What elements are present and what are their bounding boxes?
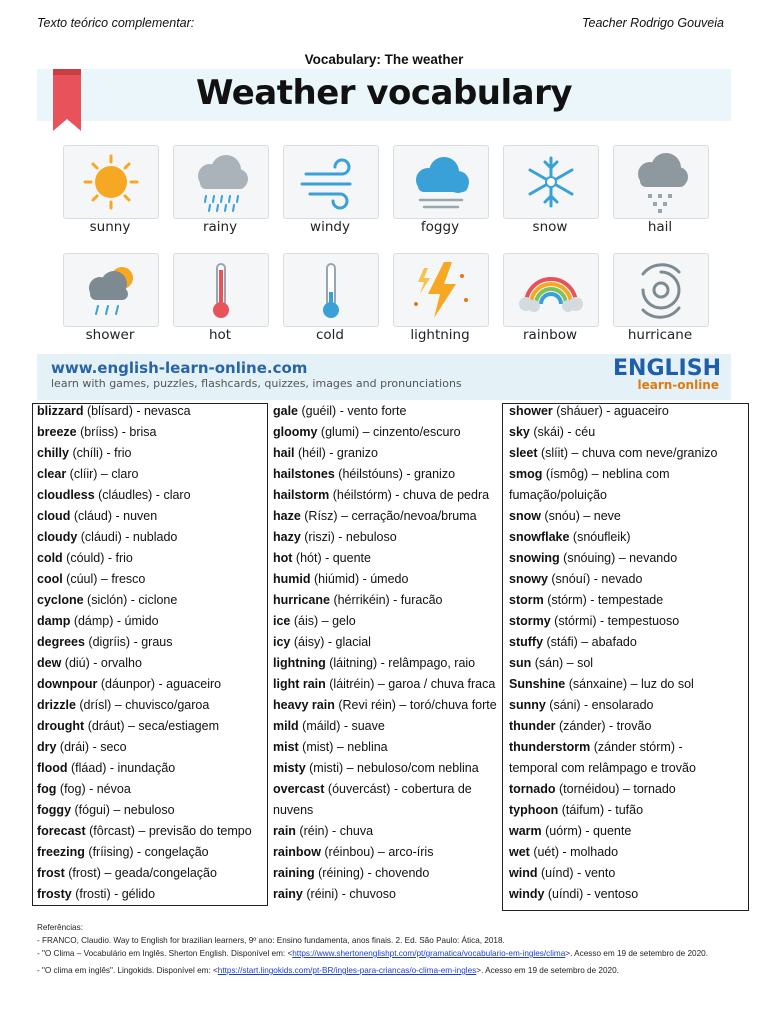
vocab-word: icy — [273, 635, 291, 649]
vocab-entry — [37, 611, 265, 632]
reference-2-prefix: - "O Clima – Vocabulário em Inglês. Sherton English. Disponível em: < — [37, 949, 293, 958]
vocab-word: blizzard — [37, 404, 84, 418]
vocab-entry — [37, 632, 265, 653]
vocab-entry — [509, 632, 745, 653]
vocab-translation: (stórm) - tempestade — [543, 593, 664, 607]
vocab-word: shower — [509, 404, 553, 418]
wind-icon — [284, 146, 378, 218]
vocab-word: storm — [509, 593, 544, 607]
vocab-translation: (riszi) - nebuloso — [300, 530, 397, 544]
vocab-word: cloud — [37, 509, 71, 523]
vocab-translation: (guéil) - vento forte — [298, 404, 407, 418]
vocab-word: foggy — [37, 803, 72, 817]
vocab-translation: (snóuing) – nevando — [559, 551, 678, 565]
vocab-entry — [273, 443, 501, 464]
vocab-entry — [273, 884, 501, 905]
vocab-word: hurricane — [273, 593, 330, 607]
thermometer-hot-icon — [174, 254, 268, 326]
vocab-entry — [509, 842, 745, 863]
vocab-translation: (réining) - chovendo — [314, 866, 430, 880]
label-cold: cold — [315, 327, 344, 343]
vocab-word: sun — [509, 656, 532, 670]
vocab-translation: (réin) - chuva — [295, 824, 374, 838]
vocab-translation: (tornéidou) – tornado — [555, 782, 676, 796]
vocab-translation: (dráut) – seca/estiagem — [84, 719, 220, 733]
vocab-word: gloomy — [273, 425, 318, 439]
vocab-word: dew — [37, 656, 62, 670]
vocab-translation: (zánder stórm) - — [590, 740, 683, 754]
vocab-entry — [37, 422, 265, 443]
vocab-translation: (drái) - seco — [56, 740, 127, 754]
vocab-word: frosty — [37, 887, 72, 901]
vocab-translation: (snóu) – neve — [540, 509, 621, 523]
vocab-translation: (uínd) - vento — [537, 866, 616, 880]
reference-3-link[interactable]: https://start.lingokids.com/pt-BR/ingles-para-criancas/o-clima-em-ingles — [217, 966, 477, 975]
vocab-entry — [37, 800, 265, 821]
hurricane-icon — [614, 254, 708, 326]
vocab-entry — [37, 443, 265, 464]
vocab-word: cyclone — [37, 593, 84, 607]
vocab-translation: (uíndi) - ventoso — [544, 887, 639, 901]
vocab-translation: (fog) - névoa — [56, 782, 131, 796]
vocab-word: fog — [37, 782, 57, 796]
vocab-word: humid — [273, 572, 311, 586]
vocab-entry — [509, 695, 745, 716]
vocab-entry — [509, 464, 745, 485]
vocab-translation: nuvens — [273, 803, 314, 817]
vocab-translation: (sáni) - ensolarado — [545, 698, 654, 712]
vocab-translation: (máild) - suave — [298, 719, 385, 733]
vocab-entry — [37, 527, 265, 548]
label-hurricane: hurricane — [627, 327, 693, 343]
vocab-translation: (cóuld) - frio — [62, 551, 133, 565]
sun-shower-icon — [64, 254, 158, 326]
vocab-word: cold — [37, 551, 63, 565]
vocab-word: hailstones — [273, 467, 335, 481]
vocab-translation: (táifum) - tufão — [558, 803, 644, 817]
reference-2-suffix: >. Acesso em 19 de setembro de 2020. — [565, 949, 708, 958]
vocab-translation: (snóufleik) — [569, 530, 631, 544]
vocab-entry — [273, 464, 501, 485]
vocab-word: tornado — [509, 782, 556, 796]
vocab-word: gale — [273, 404, 299, 418]
vocab-translation: (fríising) - congelação — [84, 845, 209, 859]
vocab-translation: (skái) - céu — [529, 425, 596, 439]
hail-card — [613, 145, 709, 219]
vocab-translation: (cláudles) - claro — [94, 488, 191, 502]
vocab-translation: (óuvercást) - cobertura de — [324, 782, 472, 796]
vocab-translation: (láitréin) – garoa / chuva fraca — [325, 677, 496, 691]
vocab-translation: (zánder) - trovão — [555, 719, 652, 733]
vocab-entry — [37, 506, 265, 527]
site-tagline: learn with games, puzzles, flashcards, quizzes, images and pronunciations — [51, 377, 462, 390]
vocab-translation: (digríis) - graus — [84, 635, 173, 649]
vocab-word: wet — [509, 845, 530, 859]
vocab-entry — [37, 653, 265, 674]
vocab-entry — [273, 422, 501, 443]
vocab-translation: (chíli) - frio — [68, 446, 132, 460]
reference-2-link[interactable]: https://www.shertonenglishpt.com/pt/gramatica/vocabulario-em-ingles/clima — [292, 949, 566, 958]
vocab-entry — [273, 695, 501, 716]
label-hot: hot — [208, 327, 232, 343]
vocab-word: sunny — [509, 698, 546, 712]
vocab-entry — [273, 401, 501, 422]
vocab-entry — [509, 401, 745, 422]
vocab-entry — [37, 863, 265, 884]
vocab-word: drizzle — [37, 698, 76, 712]
vocab-entry — [273, 674, 501, 695]
rain-cloud-icon — [174, 146, 268, 218]
vocab-entry — [273, 653, 501, 674]
vocab-entry — [273, 485, 501, 506]
vocab-word: breeze — [37, 425, 77, 439]
vocab-translation: (frost) – geada/congelação — [64, 866, 217, 880]
brand-logo-subtitle: learn-online — [637, 378, 719, 392]
sun-icon — [64, 146, 158, 218]
vocab-translation: (cláud) - nuven — [70, 509, 158, 523]
vocab-translation: (snóuí) - nevado — [547, 572, 643, 586]
vocab-entry — [509, 674, 745, 695]
vocab-entry — [37, 758, 265, 779]
vocab-word: cloudy — [37, 530, 78, 544]
vocab-entry — [273, 863, 501, 884]
vocab-translation: (clíir) – claro — [66, 467, 139, 481]
reference-3 — [37, 964, 737, 977]
vocab-word: clear — [37, 467, 67, 481]
vocab-translation: (hiúmid) - úmedo — [310, 572, 409, 586]
vocab-translation: (glumi) – cinzento/escuro — [317, 425, 461, 439]
hail-cloud-icon — [614, 146, 708, 218]
vocab-entry — [273, 611, 501, 632]
site-url: www.english-learn-online.com — [51, 359, 308, 377]
vocab-translation: (dámp) - úmido — [70, 614, 159, 628]
vocab-word: stuffy — [509, 635, 544, 649]
vocab-translation: (siclón) - ciclone — [83, 593, 178, 607]
vocab-entry — [37, 401, 265, 422]
vocab-word: flood — [37, 761, 68, 775]
vocab-word: damp — [37, 614, 71, 628]
cold-card — [283, 253, 379, 327]
vocab-entry — [273, 737, 501, 758]
rainy-card — [173, 145, 269, 219]
vocab-entry — [37, 548, 265, 569]
vocab-translation: (stórmi) - tempestuoso — [550, 614, 680, 628]
vocab-word: sky — [509, 425, 530, 439]
vocab-translation: (cúul) – fresco — [62, 572, 146, 586]
vocab-entry — [273, 800, 501, 821]
vocab-entry — [37, 674, 265, 695]
vocab-entry — [509, 779, 745, 800]
vocab-entry — [273, 632, 501, 653]
vocab-translation: (áisy) - glacial — [290, 635, 371, 649]
vocab-word: snowflake — [509, 530, 570, 544]
vocab-word: chilly — [37, 446, 69, 460]
vocab-word: hazy — [273, 530, 301, 544]
vocab-translation: (diú) - orvalho — [61, 656, 142, 670]
vocab-translation: (stáfi) – abafado — [543, 635, 637, 649]
weather-poster — [37, 69, 731, 400]
vocab-word: windy — [509, 887, 545, 901]
vocab-translation: (Rísz) – cerração/nevoa/bruma — [300, 509, 477, 523]
vocab-translation: (fláad) - inundação — [67, 761, 176, 775]
vocab-word: hail — [273, 446, 295, 460]
vocab-translation: (misti) – nebuloso/com neblina — [305, 761, 479, 775]
vocab-word: snowy — [509, 572, 548, 586]
snow-card — [503, 145, 599, 219]
hot-card — [173, 253, 269, 327]
vocab-entry — [273, 821, 501, 842]
vocab-word: typhoon — [509, 803, 559, 817]
vocab-translation: (réini) - chuvoso — [302, 887, 396, 901]
vocab-entry — [509, 653, 745, 674]
vocab-word: thunder — [509, 719, 556, 733]
vocab-entry — [37, 590, 265, 611]
vocab-translation: (ísmôg) – neblina com — [542, 467, 670, 481]
vocab-entry — [37, 779, 265, 800]
vocab-entry — [509, 758, 745, 779]
vocab-column-3 — [509, 401, 745, 905]
vocab-word: snowing — [509, 551, 560, 565]
vocab-entry — [37, 464, 265, 485]
vocab-entry — [509, 884, 745, 905]
label-snow: snow — [532, 219, 568, 235]
vocab-word: hailstorm — [273, 488, 330, 502]
vocab-translation: (láitning) - relâmpago, raio — [325, 656, 476, 670]
vocab-entry — [273, 590, 501, 611]
vocab-translation: (drísl) – chuvisco/garoa — [75, 698, 210, 712]
document-title: Vocabulary: The weather — [304, 52, 464, 67]
vocab-translation: (héil) - granizo — [294, 446, 378, 460]
sunny-card — [63, 145, 159, 219]
vocab-entry — [509, 548, 745, 569]
vocab-entry — [509, 422, 745, 443]
reference-3-suffix: >. Acesso em 19 de setembro de 2020. — [476, 966, 619, 975]
vocab-entry — [37, 842, 265, 863]
vocab-word: cloudless — [37, 488, 95, 502]
fog-icon — [394, 146, 488, 218]
vocab-word: overcast — [273, 782, 325, 796]
lightning-card — [393, 253, 489, 327]
vocab-word: light rain — [273, 677, 326, 691]
vocab-entry — [509, 611, 745, 632]
vocab-translation: (hót) - quente — [292, 551, 371, 565]
vocab-entry — [509, 485, 745, 506]
vocab-word: forecast — [37, 824, 86, 838]
vocab-word: rain — [273, 824, 296, 838]
vocab-entry — [273, 506, 501, 527]
vocab-translation: (héilstórm) - chuva de pedra — [329, 488, 490, 502]
poster-title: Weather vocabulary — [195, 73, 573, 113]
label-foggy: foggy — [420, 219, 460, 235]
vocab-entry — [37, 695, 265, 716]
vocab-translation: (uét) - molhado — [529, 845, 619, 859]
vocab-word: sleet — [509, 446, 538, 460]
vocab-word: Sunshine — [509, 677, 566, 691]
vocab-entry — [509, 737, 745, 758]
label-hail: hail — [647, 219, 673, 235]
vocab-translation: (blísard) - nevasca — [83, 404, 191, 418]
reference-3-prefix: - "O clima em inglês". Lingokids. Disponível em: < — [37, 966, 218, 975]
vocab-word: smog — [509, 467, 543, 481]
vocab-entry — [37, 569, 265, 590]
vocab-entry — [37, 716, 265, 737]
vocab-translation: fumação/poluição — [509, 488, 607, 502]
vocab-entry — [509, 443, 745, 464]
vocab-entry — [509, 863, 745, 884]
vocab-word: wind — [509, 866, 538, 880]
vocab-word: degrees — [37, 635, 85, 649]
vocab-entry — [509, 527, 745, 548]
vocab-word: mist — [273, 740, 299, 754]
vocab-translation: (slíit) – chuva com neve/granizo — [537, 446, 718, 460]
label-sunny: sunny — [89, 219, 131, 235]
vocab-word: dry — [37, 740, 57, 754]
vocab-entry — [509, 821, 745, 842]
vocab-word: cool — [37, 572, 63, 586]
vocab-entry — [273, 569, 501, 590]
vocab-translation: (frosti) - gélido — [71, 887, 156, 901]
vocab-entry — [273, 716, 501, 737]
vocab-entry — [37, 821, 265, 842]
vocab-translation: (sánxaine) – luz do sol — [565, 677, 694, 691]
vocab-translation: (mist) – neblina — [298, 740, 388, 754]
vocab-translation: (sán) – sol — [531, 656, 594, 670]
vocab-entry — [509, 590, 745, 611]
vocab-entry — [273, 842, 501, 863]
vocab-translation: (bríiss) - brisa — [76, 425, 157, 439]
vocab-word: haze — [273, 509, 301, 523]
vocab-word: stormy — [509, 614, 551, 628]
vocab-word: frost — [37, 866, 65, 880]
label-shower: shower — [85, 327, 135, 343]
vocab-entry — [37, 737, 265, 758]
vocab-entry — [509, 716, 745, 737]
vocab-column-2 — [273, 401, 501, 905]
vocab-translation: (fógui) – nebuloso — [71, 803, 175, 817]
vocab-word: downpour — [37, 677, 98, 691]
vocab-translation: (dáunpor) - aguaceiro — [97, 677, 222, 691]
vocab-entry — [509, 569, 745, 590]
vocab-translation: (héilstóuns) - granizo — [334, 467, 456, 481]
label-windy: windy — [310, 219, 350, 235]
vocab-entry — [273, 779, 501, 800]
reference-1: - FRANCO, Claudio. Way to English for brazilian learners, 9º ano: Ensino fundamenta, anos finais. 2. Ed. São Paulo: Ática, 2018. — [37, 936, 505, 945]
vocab-word: misty — [273, 761, 306, 775]
vocab-word: lightning — [273, 656, 326, 670]
references-heading: Referências: — [37, 923, 83, 932]
lightning-bolt-icon — [394, 254, 488, 326]
header-right: Teacher Rodrigo Gouveia — [582, 16, 724, 30]
rainbow-icon — [504, 254, 598, 326]
windy-card — [283, 145, 379, 219]
vocab-entry — [37, 884, 265, 905]
thermometer-cold-icon — [284, 254, 378, 326]
vocab-entry — [37, 485, 265, 506]
vocab-translation: (áis) – gelo — [290, 614, 356, 628]
vocab-translation: (uórm) - quente — [541, 824, 632, 838]
vocab-word: freezing — [37, 845, 85, 859]
vocab-entry — [509, 506, 745, 527]
label-rainbow: rainbow — [523, 327, 577, 343]
snowflake-icon — [504, 146, 598, 218]
header-left: Texto teórico complementar: — [37, 16, 195, 30]
vocab-translation: (fôrcast) – previsão do tempo — [85, 824, 252, 838]
vocab-word: hot — [273, 551, 293, 565]
vocab-translation: (hérrikéin) - furacão — [329, 593, 443, 607]
vocab-entry — [273, 548, 501, 569]
vocab-word: ice — [273, 614, 291, 628]
foggy-card — [393, 145, 489, 219]
rainbow-card — [503, 253, 599, 327]
vocab-word: thunderstorm — [509, 740, 591, 754]
vocab-translation: temporal com relâmpago e trovão — [509, 761, 696, 775]
vocab-word: mild — [273, 719, 299, 733]
vocab-entry — [273, 758, 501, 779]
vocab-word: rainbow — [273, 845, 321, 859]
reference-2 — [37, 947, 737, 960]
brand-logo-english: ENGLISH — [613, 356, 721, 381]
vocab-translation: (sháuer) - aguaceiro — [552, 404, 669, 418]
hurricane-card — [613, 253, 709, 327]
label-lightning: lightning — [410, 327, 470, 343]
vocab-translation: (Revi réin) – toró/chuva forte — [334, 698, 497, 712]
shower-card — [63, 253, 159, 327]
vocab-word: raining — [273, 866, 315, 880]
vocab-column-1 — [37, 401, 265, 905]
vocab-word: drought — [37, 719, 85, 733]
vocab-translation: (réinbou) – arco-íris — [320, 845, 434, 859]
vocab-entry — [509, 800, 745, 821]
vocab-entry — [273, 527, 501, 548]
references — [37, 921, 737, 977]
vocab-translation: (cláudi) - nublado — [77, 530, 178, 544]
vocab-word: heavy rain — [273, 698, 335, 712]
vocab-word: warm — [509, 824, 542, 838]
vocab-word: rainy — [273, 887, 303, 901]
vocab-word: snow — [509, 509, 541, 523]
label-rainy: rainy — [202, 219, 238, 235]
